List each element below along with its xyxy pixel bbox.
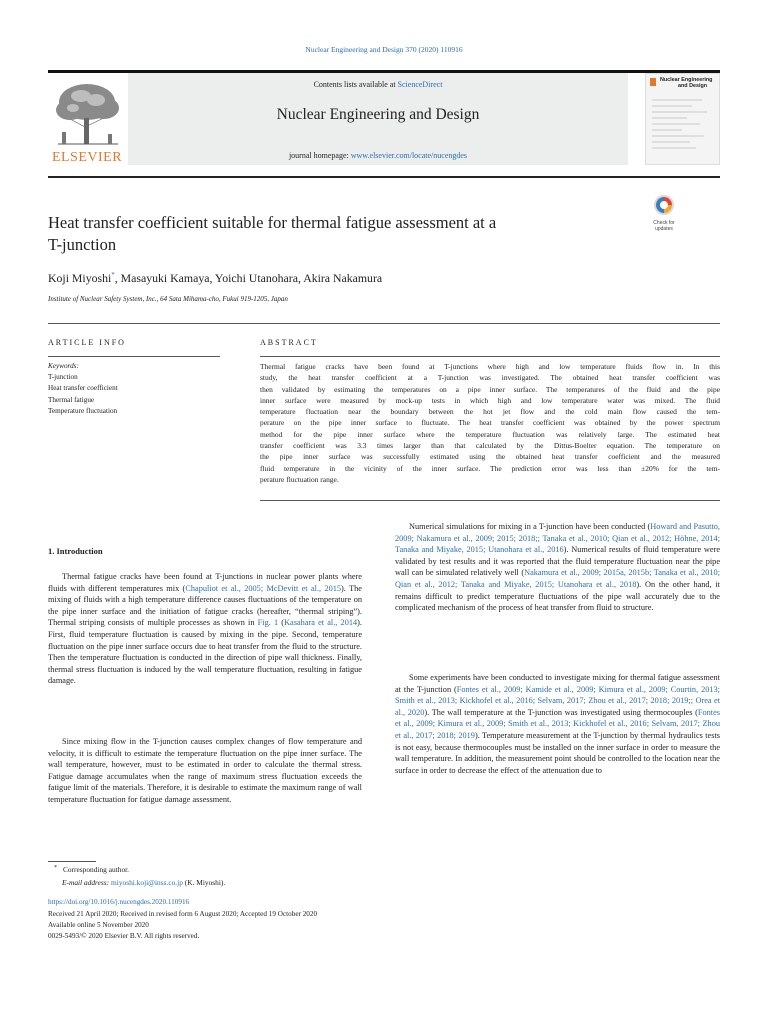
abstract-line: transfer coefficient was 3.3 times larger than that calculated by the Dittus-Boelter equation. The temperature on: [260, 441, 720, 451]
intro-para2-text: [48, 736, 362, 806]
elsevier-logo: [48, 78, 126, 164]
author-name[interactable]: Akira Nakamura: [303, 271, 383, 285]
homepage-prefix: journal homepage:: [288, 151, 351, 160]
intro-paragraph-2: [48, 736, 362, 806]
text-run: Some experiments have been conducted to investigate mixing for thermal fatigue assessment at the T-junction (: [395, 673, 720, 694]
check-updates-line1: Check for: [653, 220, 675, 226]
cover-logo-mark: [650, 78, 656, 86]
abstract-bottom-rule: [260, 500, 720, 501]
author-list: Koji Miyoshi*, Masayuki Kamaya, Yoichi Utanohara, Akira Nakamura: [48, 271, 383, 285]
footnote-rule: [48, 861, 96, 862]
homepage-line: [128, 151, 628, 160]
journal-homepage-link[interactable]: www.elsevier.com/locate/nucengdes: [350, 151, 468, 160]
intro-para1-text: [48, 571, 362, 687]
journal-cover-thumbnail: [645, 73, 720, 165]
received-dates: Received 21 April 2020; Received in revised form 6 August 2020; Accepted 19 October 2020: [48, 910, 318, 918]
article-info-rule: [48, 356, 220, 357]
journal-citation[interactable]: Nuclear Engineering and Design 370 (2020) 110916: [305, 45, 463, 54]
elsevier-wordmark: ELSEVIER: [51, 150, 123, 165]
text-run: Since mixing flow in the T-junction causes complex changes of flow temperature and velocity, it is difficult to estimate the temperature fluctuation on the pipe inner surface. The wall temperature, however, must to be estimated in order to calculate the thermal stress. Fatigue damage accumulates when the range of maximum stress fluctuation exceeds the fatigue limit of the materials. Therefore, it is desirable to estimate the maximum range of wall temperature fluctuation for fatigue damage assessment.: [48, 737, 362, 804]
citation-link[interactable]: Chapuliot et al., 2005; McDevitt et al., 2015: [185, 583, 342, 593]
text-run: (: [278, 618, 285, 628]
text-run: ). On the other hand, it remains difficult to predict temperature fluctuations of the pipe wall accurately due to the complicated mechanism of the process of heat transfer from fluid to structure.: [395, 579, 720, 613]
keyword: Heat transfer coefficient: [48, 384, 118, 393]
cover-lines-graphic: [652, 96, 714, 156]
keywords-label: Keywords:: [48, 362, 79, 370]
header-bottom-rule: [48, 176, 720, 178]
article-info-heading: ARTICLE INFO: [48, 338, 126, 347]
intro-paragraph-4: [395, 672, 720, 776]
author-name[interactable]: Koji Miyoshi: [48, 271, 112, 285]
abstract-line: inner surface were measured by mock-up tests in which high and low temperature water was mixed. The fluid: [260, 395, 720, 405]
text-run: Numerical simulations for mixing in a T-junction have been conducted (: [409, 522, 651, 531]
email-suffix: (K. Miyoshi).: [184, 878, 226, 887]
abstract-line: perature fluctuation range.: [260, 474, 339, 484]
intro-paragraph-1: [48, 571, 362, 687]
article-title-line1: Heat transfer coefficient suitable for thermal fatigue assessment at a: [48, 213, 497, 232]
abstract-line: fluid temperature in the vicinity of the inner surface. The prediction error was less than ±20% for the tem-: [260, 463, 720, 473]
abstract-line: temperature fluctuation near the boundary between the hot jet flow and the cold main flow caused the tem-: [260, 407, 720, 417]
text-run: ). Numerical results of fluid temperature were validated by test results and it was reported that the fluid temperature fluctuation near the pipe wall can be simulated relatively well (: [395, 545, 721, 578]
sciencedirect-link[interactable]: ScienceDirect: [397, 80, 443, 89]
keyword: T-junction: [48, 373, 78, 382]
check-for-updates-button[interactable]: [648, 194, 680, 232]
abstract-heading: ABSTRACT: [260, 338, 318, 347]
text-run: ). The mixing of fluids with a high temperature difference causes fluctuations of the temperature on the pipe inner surface and the initiation of fatigue cracks (hereafter, “thermal striping”). Thermal striping consists of multiple processes as shown in: [48, 583, 362, 628]
abstract-rule: [260, 356, 720, 357]
email-link[interactable]: miyoshi.koji@inss.co.jp: [111, 878, 183, 887]
footnote-text: Corresponding author.: [62, 865, 130, 875]
contents-prefix: Contents lists available at: [313, 80, 398, 89]
keyword: Temperature fluctuation: [48, 406, 118, 415]
abstract-text: [260, 361, 720, 485]
contents-line: [128, 80, 628, 89]
corresponding-footnote: [54, 865, 129, 874]
check-updates-label: [648, 221, 680, 232]
corresponding-author-mark[interactable]: *: [111, 271, 115, 280]
abstract-line: the pipe inner surface was successfully estimated using the obtained heat transfer coefficient and the measured: [260, 452, 720, 462]
cover-title: [660, 77, 712, 90]
intro-paragraph-3: [395, 521, 720, 614]
cover-title-line2: and Design: [678, 83, 708, 90]
cover-title-line1: Nuclear Engineering: [660, 77, 713, 83]
intro-para4-text: [395, 672, 720, 776]
text-run: ). Temperature measurement at the T-junction by thermal hydraulics tests is not easy, because thermocouples must be installed on the inner surface in order to measure the wall temperature. In addition, the measurement point should be controlled to the location near the surface in order to decrease the effect of the attenuation due to: [395, 730, 721, 775]
keyword: Thermal fatigue: [48, 395, 95, 404]
abstract-line: method for the pipe inner surface where the temperature fluctuation was relatively large. The estimated heat: [260, 429, 720, 439]
cover-text-lines: [652, 96, 714, 156]
copyright: 0029-5493/© 2020 Elsevier B.V. All rights reserved.: [48, 932, 200, 940]
citation-link[interactable]: Howard and Pasutto, 2009; Nakamura et al., 2009; 2015; 2018;; Tanaka et al., 2010; Qian et al., 2012; Höhne, 2014; Tanaka and Miyake, 2015; Utanohara et al., 2016: [395, 522, 720, 555]
elsevier-tree-icon: [48, 78, 126, 148]
journal-title: Nuclear Engineering and Design: [276, 106, 480, 123]
footnote-mark: *: [54, 865, 58, 871]
keywords-block: [48, 361, 220, 417]
email-footnote: [62, 878, 225, 887]
abstract-line: then validated by estimating the temperatures on a pipe inner surface. The temperatures of the fluid and the pipe: [260, 384, 720, 394]
doi-link[interactable]: https://doi.org/10.1016/j.nucengdes.2020.110916: [48, 898, 190, 906]
citation-link[interactable]: Nakamura et al., 2009; 2015a, 2015b; Tanaka et al., 2010; Qian et al., 2012; Tanaka and Miyake, 2015; Utanohara et al., 2018: [395, 568, 720, 589]
affiliation: Institute of Nuclear Safety System, Inc., 64 Sata Mihama-cho, Fukui 919-1205, Japan: [48, 295, 288, 303]
text-run: Thermal fatigue cracks have been found at T-junctions in nuclear power plants where fluids with different temperatures mix (: [48, 572, 362, 593]
article-title-line2: T-junction: [48, 235, 117, 254]
available-online: Available online 5 November 2020: [48, 921, 149, 929]
abstract-line: Thermal fatigue cracks have been found at T-junctions where high and low temperature fluids flow in. In this: [260, 362, 720, 371]
text-run: ). First, fluid temperature fluctuation is caused by mixing in the pipe. Second, temperature fluctuation on the pipe inner surface occurs due to heat transfer from the fluid to the structure. Then the temperature fluctuation is conducted in the direction of pipe wall thickness. Finally, thermal stress fluctuation is induced by the wall temperature fluctuation, resulting in fatigue damage.: [48, 618, 362, 686]
text-run: ). The wall temperature at the T-junction was investigated using thermocouples (: [424, 707, 698, 717]
abstract-line: perature on the pipe inner surface to fluctuate. The heat transfer coefficient was obtained by the power spectrum: [260, 418, 720, 428]
check-updates-icon: [648, 194, 680, 216]
email-label: E-mail address:: [62, 878, 110, 887]
author-name[interactable]: Masayuki Kamaya: [120, 271, 210, 285]
check-updates-line2: updates: [655, 225, 673, 232]
citation-link[interactable]: Fontes et al., 2009; Kimura et al., 2009; Smith et al., 2013; Kickhofel et al., 2016; Selvam, 2017; Zhou et al., 2017; 2018; 2019: [395, 707, 720, 740]
intro-heading: 1. Introduction: [48, 546, 103, 556]
section-top-rule: [48, 323, 720, 324]
citation-link[interactable]: Fontes et al., 2009; Kamide et al., 2009; Kimura et al., 2009; Courtin, 2013; Smith et al., 2013; Kickhofel et al., 2016; Selvam, 2017; Zhou et al., 2017; 2018; 2019;; Orea et al., 2020: [395, 684, 720, 717]
abstract-line: study, the heat transfer coefficient at a T-junction was investigated. The obtained heat transfer coefficient was: [260, 373, 720, 383]
figure-link[interactable]: Fig. 1: [257, 618, 279, 628]
intro-para3-text: [395, 521, 720, 614]
article-title: [48, 212, 628, 256]
citation-link[interactable]: Kasahara et al., 2014: [284, 618, 358, 628]
author-name[interactable]: Yoichi Utanohara: [214, 271, 298, 285]
